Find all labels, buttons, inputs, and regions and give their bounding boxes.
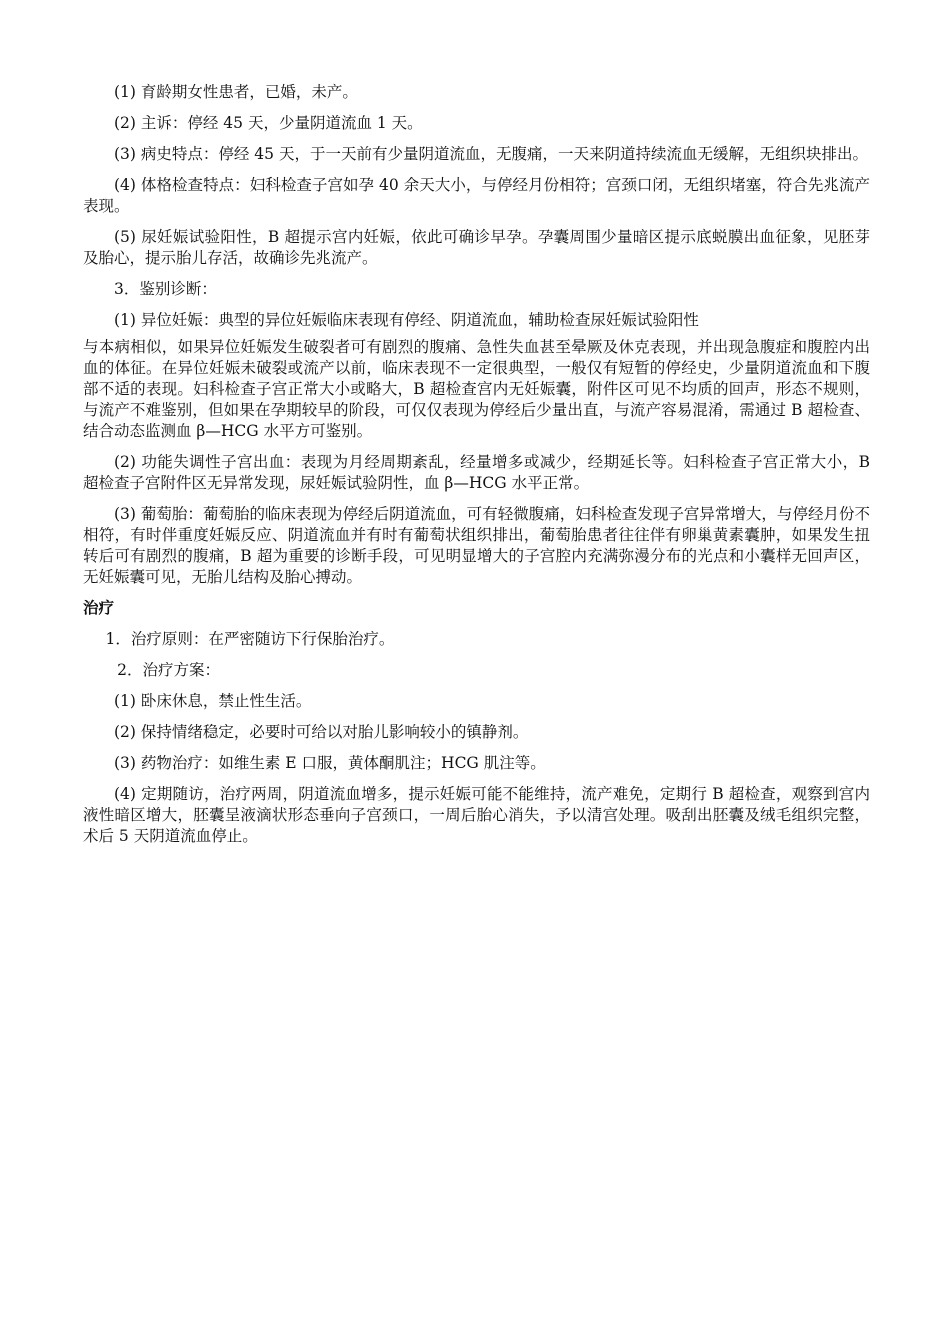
diagnosis-item-3: (3) 病史特点：停经 45 天，于一天前有少量阴道流血，无腹痛，一天来阴道持续流血无缓解，无组织块排出。: [114, 145, 868, 163]
diagnosis-item-5: (5) 尿妊娠试验阳性，B 超提示宫内妊娠，依此可确诊早孕。孕囊周围少量暗区提示底蜕膜出血征象，见胚芽及胎心，提示胎儿存活，故确诊先兆流产。: [83, 228, 870, 267]
document-page: [83, 82, 870, 857]
differential-item-1-first-line: (1) 异位妊娠：典型的异位妊娠临床表现有停经、阴道流血，辅助检查尿妊娠试验阳性: [114, 311, 699, 329]
treatment-plan-item-1: (1) 卧床休息，禁止性生活。: [114, 692, 312, 710]
diagnosis-item-4: (4) 体格检查特点：妇科检查子宫如孕 40 余天大小，与停经月份相符；宫颈口闭，无组织堵塞，符合先兆流产表现。: [83, 176, 870, 215]
diagnosis-item-1: (1) 育龄期女性患者，已婚，未产。: [114, 83, 358, 101]
treatment-principle: 1．治疗原则：在严密随访下行保胎治疗。: [105, 630, 395, 648]
diagnosis-item-2: (2) 主诉：停经 45 天，少量阴道流血 1 天。: [114, 114, 423, 132]
treatment-plan-item-2: (2) 保持情绪稳定，必要时可给以对胎儿影响较小的镇静剂。: [114, 723, 529, 741]
treatment-heading: 治疗: [83, 599, 115, 617]
treatment-plan-item-4: (4) 定期随访，治疗两周，阴道流血增多，提示妊娠可能不能维持，流产难免，定期行 B 超检查，观察到宫内液性暗区增大，胚囊呈液滴状形态垂向子宫颈口，一周后胎心消失，予以清宫处理。吸刮出胚囊及绒毛组织完整，术后 5 天阴道流血停止。: [83, 785, 870, 845]
treatment-plan-title: 2．治疗方案：: [117, 661, 220, 679]
differential-item-1-continuation: 与本病相似，如果异位妊娠发生破裂者可有剧烈的腹痛、急性失血甚至晕厥及休克表现，并出现急腹症和腹腔内出血的体征。在异位妊娠未破裂或流产以前，临床表现不一定很典型，一般仅有短暂的停经史，少量阴道流血和下腹部不适的表现。妇科检查子宫正常大小或略大，B 超检查宫内无妊娠囊，附件区可见不均质的回声，形态不规则，与流产不难鉴别，但如果在孕期较早的阶段，可仅仅表现为停经后少量出直，与流产容易混淆，需通过 B 超检查、结合动态监测血 β—HCG 水平方可鉴别。: [83, 338, 870, 440]
differential-title: 3．鉴别诊断：: [114, 280, 217, 298]
treatment-plan-item-3: (3) 药物治疗：如维生素 E 口服，黄体酮肌注；HCG 肌注等。: [114, 754, 546, 772]
differential-item-3: (3) 葡萄胎：葡萄胎的临床表现为停经后阴道流血，可有轻微腹痛，妇科检查发现子宫异常增大，与停经月份不相符，有时伴重度妊娠反应、阴道流血并有时有葡萄状组织排出，葡萄胎患者往往伴有卵巢黄素囊肿，如果发生扭转后可有剧烈的腹痛，B 超为重要的诊断手段，可见明显增大的子宫腔内充满弥漫分布的光点和小囊样无回声区，无妊娠囊可见，无胎儿结构及胎心搏动。: [83, 505, 870, 586]
differential-item-2: (2) 功能失调性子宫出血：表现为月经周期紊乱，经量增多或减少，经期延长等。妇科检查子宫正常大小，B 超检查子宫附件区无异常发现，尿妊娠试验阴性，血 β—HCG 水平正常。: [83, 453, 870, 492]
